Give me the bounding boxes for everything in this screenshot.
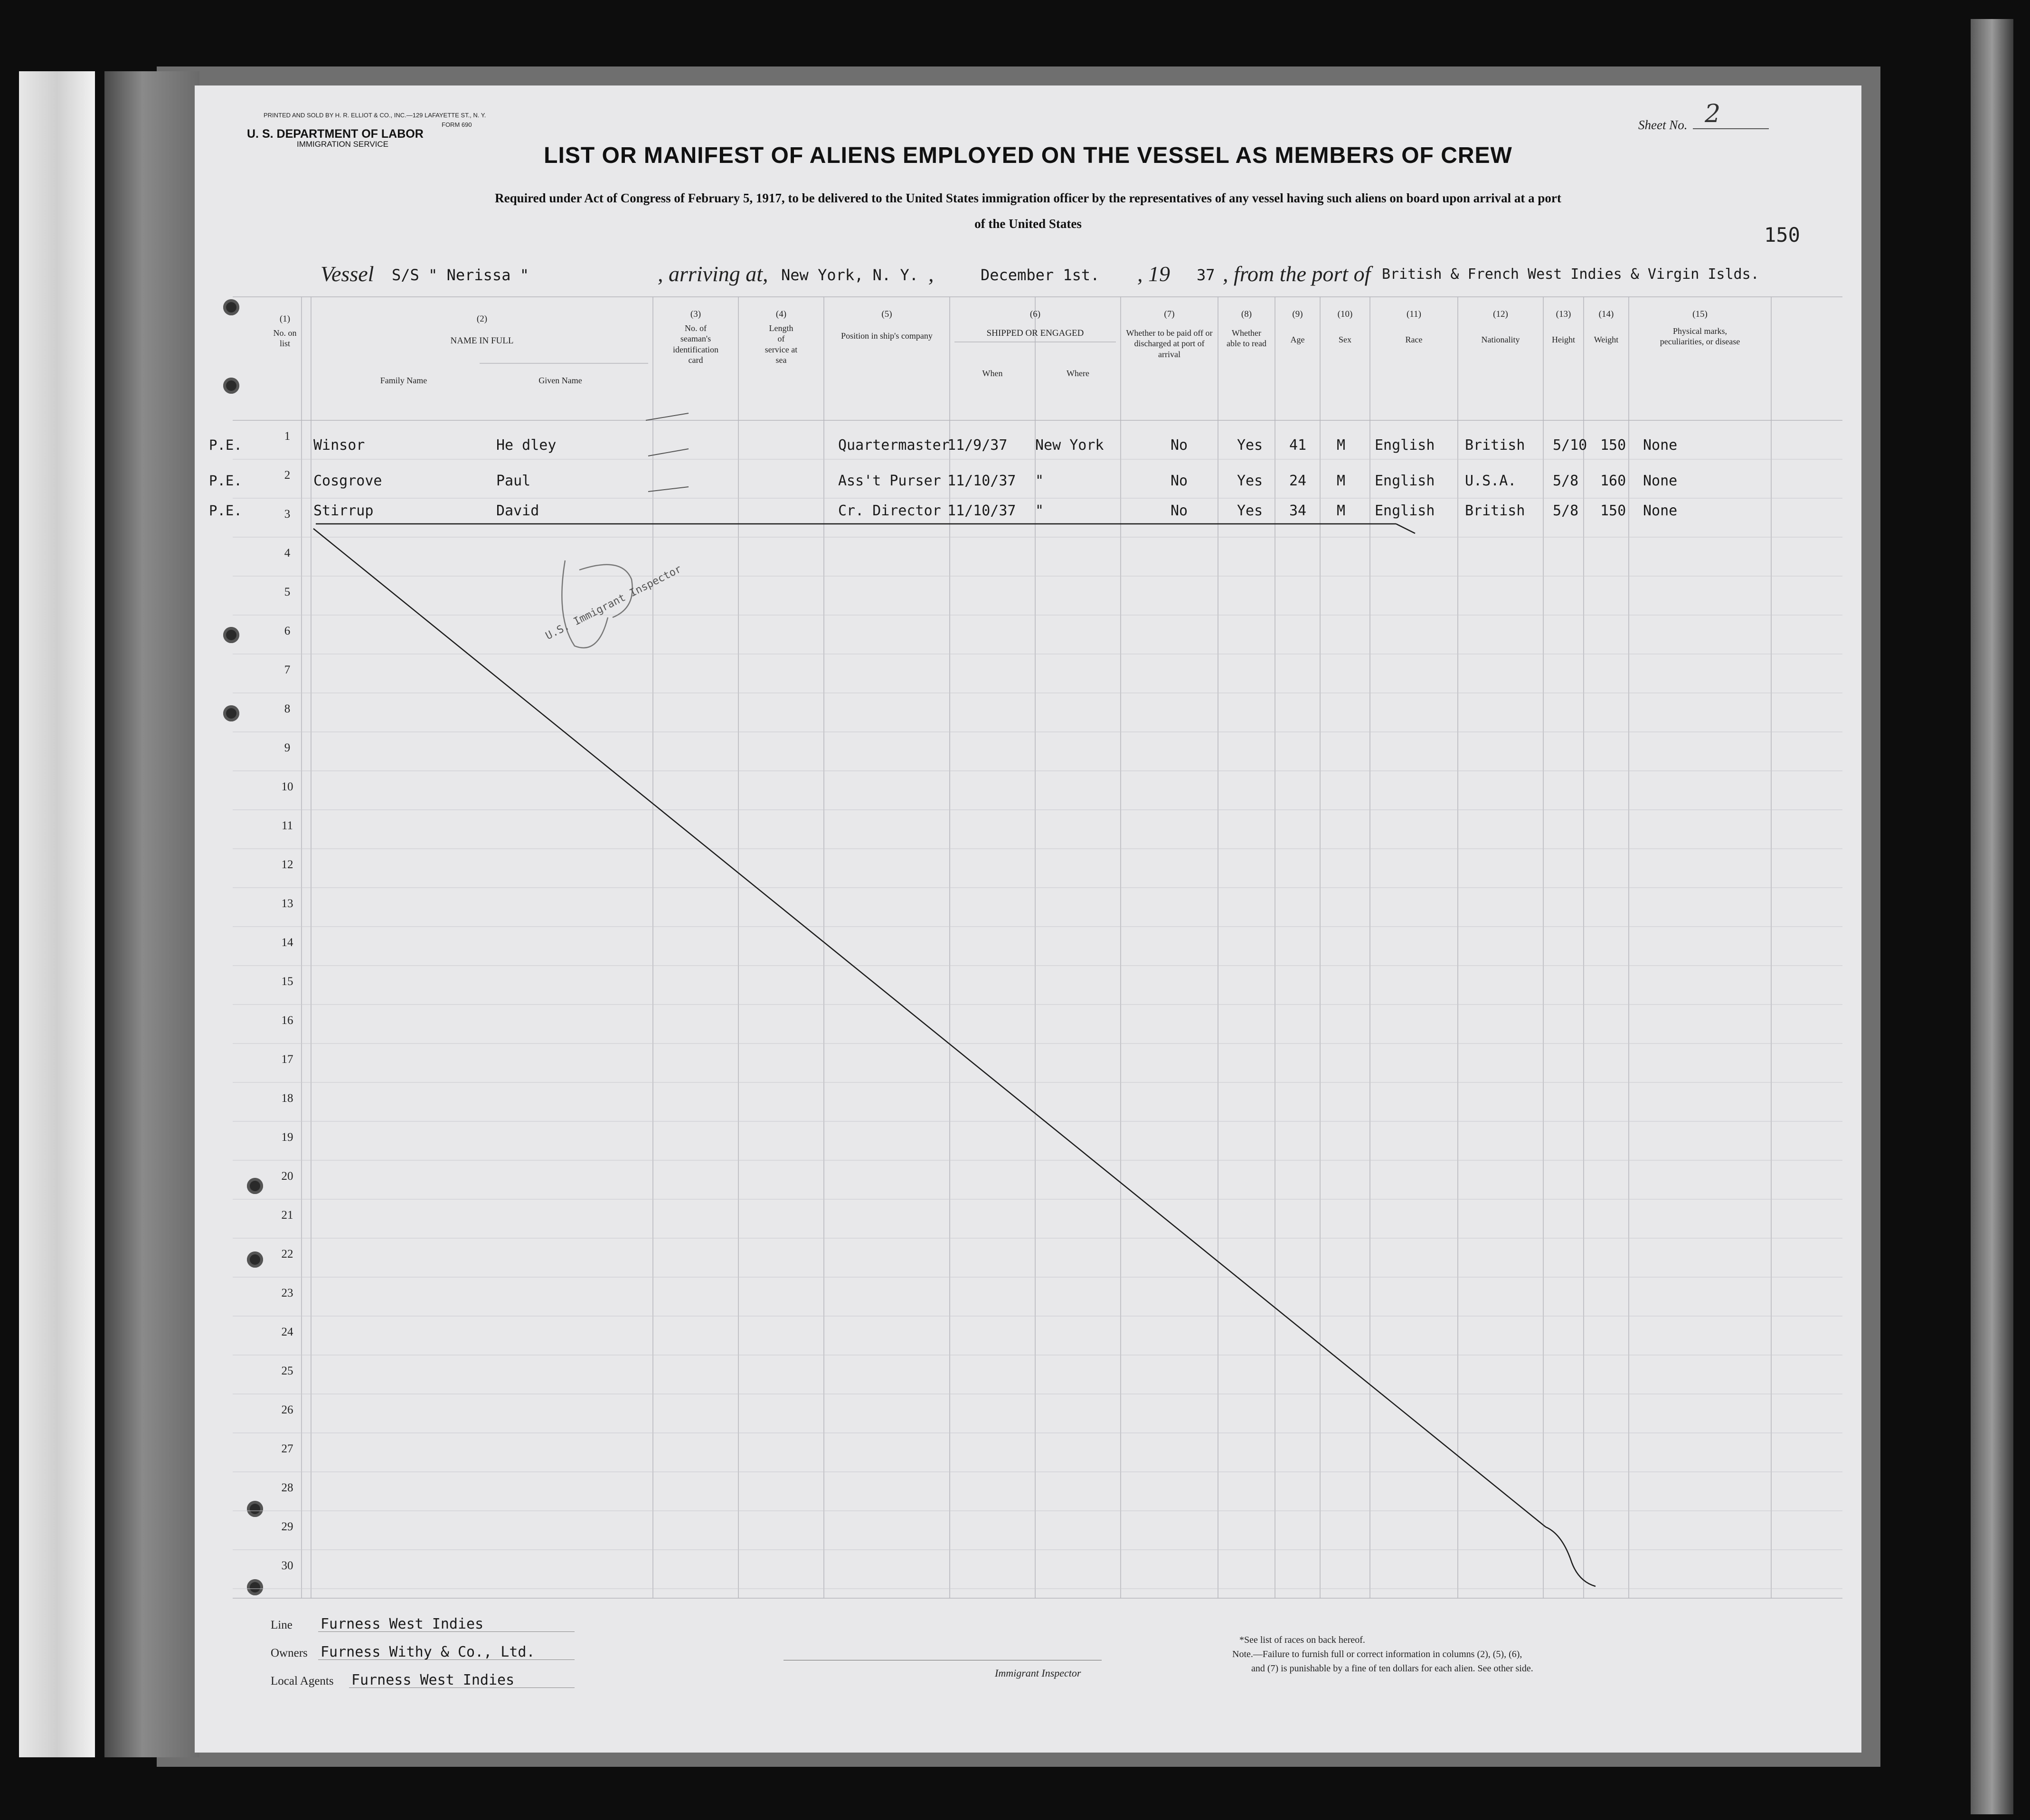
row-number: 11	[281, 819, 293, 832]
row-mark: P.E.	[209, 437, 242, 453]
sheet-label: Sheet No.	[1638, 118, 1688, 132]
weight: 150	[1600, 502, 1626, 519]
col6-header	[950, 309, 1121, 339]
line-underline	[318, 1631, 575, 1632]
row-number: 23	[281, 1287, 293, 1299]
col7-num: (7)	[1164, 309, 1175, 319]
service-name: IMMIGRATION SERVICE	[297, 140, 389, 149]
age: 24	[1289, 473, 1307, 489]
inspector-label: Immigrant Inspector	[995, 1667, 1081, 1679]
printer-credit: PRINTED AND SOLD BY H. R. ELLIOT & CO., INC.—129 LAFAYETTE ST., N. Y.	[264, 112, 486, 119]
vessel-name: S/S " Nerissa "	[392, 266, 529, 284]
arrival-port: New York, N. Y.	[781, 266, 918, 284]
row-number: 3	[284, 508, 291, 521]
given-name: David	[496, 502, 539, 519]
row-number: 1	[284, 430, 291, 443]
col12-header	[1458, 309, 1543, 345]
row-number: 7	[284, 664, 291, 676]
sex: M	[1337, 473, 1346, 489]
row-number: 17	[281, 1053, 293, 1066]
vessel-label: Vessel	[321, 262, 374, 286]
col4-header	[738, 309, 824, 366]
col7-label: Whether to be paid off or discharged at port of arrival	[1126, 328, 1213, 359]
binder-spine	[1971, 19, 2013, 1814]
col13-header	[1543, 309, 1584, 345]
row-mark: P.E.	[209, 502, 242, 519]
owners-label: Owners	[271, 1647, 308, 1659]
form-title: LIST OR MANIFEST OF ALIENS EMPLOYED ON THE VESSEL AS MEMBERS OF CREW	[544, 143, 1512, 168]
stamp-number: 150	[1764, 223, 1800, 246]
col5-num: (5)	[881, 309, 892, 319]
col1-num: (1)	[279, 314, 291, 324]
height: 5/8	[1553, 473, 1579, 489]
agents-value: Furness West Indies	[351, 1672, 515, 1688]
col1-label: No. on list	[273, 328, 297, 349]
physical-marks: None	[1643, 437, 1678, 454]
col3-header	[653, 309, 738, 366]
col14-num: (14)	[1598, 309, 1614, 319]
agents-label: Local Agents	[271, 1675, 334, 1687]
col15-header	[1629, 309, 1771, 347]
row-mark: P.E.	[209, 473, 242, 489]
position: Ass't Purser	[838, 473, 941, 489]
row-number: 28	[281, 1481, 293, 1494]
from-port-label: , from the port of	[1223, 262, 1371, 286]
col12-label: Nationality	[1481, 334, 1520, 344]
arrival-date: December 1st.	[981, 266, 1100, 284]
height: 5/8	[1553, 502, 1579, 519]
row-number: 8	[284, 702, 291, 715]
col5-label: Position in ship's company	[841, 331, 933, 341]
col9-header	[1275, 309, 1320, 345]
paid-off: No	[1171, 502, 1188, 519]
shipped-when: 11/10/37	[947, 473, 1016, 489]
race: English	[1375, 473, 1435, 489]
position: Cr. Director	[838, 502, 941, 519]
binder-strip	[104, 71, 199, 1757]
age: 41	[1289, 437, 1307, 454]
shipped-when: 11/9/37	[947, 437, 1008, 454]
race: English	[1375, 502, 1435, 519]
col5-header	[824, 309, 950, 341]
manifest-page	[195, 85, 1861, 1753]
col8-label: Whether able to read	[1227, 328, 1266, 349]
shipped-where: New York	[1035, 437, 1104, 454]
col10-num: (10)	[1337, 309, 1353, 319]
nationality: U.S.A.	[1465, 473, 1517, 489]
sheet-number: 2	[1705, 100, 1721, 128]
row-number: 18	[281, 1092, 293, 1105]
col1-header	[266, 313, 304, 349]
weight: 150	[1600, 437, 1626, 454]
col2-num: (2)	[476, 314, 488, 324]
col8-num: (8)	[1241, 309, 1252, 319]
row-number: 4	[284, 547, 291, 559]
form-subtitle-line-2: of the United States	[974, 217, 1082, 231]
agents-underline	[349, 1687, 575, 1688]
col7-header	[1121, 309, 1218, 360]
physical-marks: None	[1643, 502, 1678, 519]
sex: M	[1337, 437, 1346, 454]
row-number: 25	[281, 1365, 293, 1377]
given-name: He dley	[496, 437, 557, 454]
row-number: 2	[284, 469, 291, 482]
col14-label: Weight	[1594, 334, 1619, 344]
row-number: 14	[281, 936, 293, 949]
col10-label: Sex	[1339, 334, 1351, 344]
sex: M	[1337, 502, 1346, 519]
col2-given-label: Given Name	[538, 376, 582, 385]
row-number: 16	[281, 1014, 293, 1027]
col13-num: (13)	[1556, 309, 1571, 319]
row-number: 24	[281, 1326, 293, 1338]
col11-label: Race	[1405, 334, 1423, 344]
given-name: Paul	[496, 473, 531, 489]
col2-header	[311, 313, 653, 347]
col6-label: SHIPPED OR ENGAGED	[986, 328, 1084, 338]
col2-family-label: Family Name	[380, 376, 427, 385]
col10-header	[1320, 309, 1370, 345]
row-number: 27	[281, 1442, 293, 1455]
adjacent-page-edge	[19, 71, 95, 1757]
col6-num: (6)	[1029, 309, 1041, 319]
owners-underline	[318, 1659, 575, 1660]
col6-where-label: Where	[1067, 369, 1089, 378]
col11-header	[1370, 309, 1458, 345]
form-number: FORM 690	[442, 121, 472, 128]
race: English	[1375, 437, 1435, 454]
row-number: 6	[284, 625, 291, 637]
col14-header	[1584, 309, 1629, 345]
row-number: 22	[281, 1248, 293, 1261]
row-number: 5	[284, 586, 291, 598]
arrival-year: 37	[1197, 266, 1215, 284]
row-number: 20	[281, 1170, 293, 1183]
position: Quartermaster	[838, 437, 950, 454]
shipped-where: "	[1035, 502, 1044, 519]
paid-off: No	[1171, 473, 1188, 489]
col3-num: (3)	[690, 309, 701, 319]
col12-num: (12)	[1493, 309, 1508, 319]
able-to-read: Yes	[1237, 502, 1263, 519]
line-value: Furness West Indies	[321, 1616, 484, 1632]
row-number: 13	[281, 897, 293, 910]
col15-label: Physical marks, peculiarities, or disease	[1660, 326, 1740, 347]
row-number: 26	[281, 1403, 293, 1416]
row-number: 29	[281, 1520, 293, 1533]
able-to-read: Yes	[1237, 437, 1263, 454]
col13-label: Height	[1552, 334, 1575, 344]
arriving-label: , arriving at,	[658, 262, 768, 286]
col4-num: (4)	[775, 309, 787, 319]
col3-label: No. of seaman's identification card	[673, 323, 718, 365]
row-number: 15	[281, 975, 293, 988]
row-number: 12	[281, 858, 293, 871]
nationality: British	[1465, 437, 1525, 454]
col9-label: Age	[1290, 334, 1305, 344]
able-to-read: Yes	[1237, 473, 1263, 489]
family-name: Winsor	[313, 437, 365, 454]
row-number: 19	[281, 1131, 293, 1144]
row-number: 9	[284, 741, 291, 754]
family-name: Cosgrove	[313, 473, 382, 489]
form-subtitle-line-1: Required under Act of Congress of February 5, 1917, to be delivered to the United States immigration officer by the representatives of any vessel having such aliens on board upon arrival at a port	[495, 191, 1561, 205]
col15-num: (15)	[1692, 309, 1708, 319]
paid-off: No	[1171, 437, 1188, 454]
row-number: 30	[281, 1559, 293, 1572]
departure-port: British & French West Indies & Virgin Islds.	[1382, 266, 1759, 283]
row-number: 21	[281, 1209, 293, 1222]
physical-marks: None	[1643, 473, 1678, 489]
year-label: , 19	[1137, 262, 1170, 286]
shipped-where: "	[1035, 473, 1044, 489]
races-note: *See list of races on back hereof.	[1239, 1635, 1365, 1645]
family-name: Stirrup	[313, 502, 374, 519]
weight: 160	[1600, 473, 1626, 489]
inspector-stamp: U.S. Immigrant Inspector	[544, 563, 684, 643]
col11-num: (11)	[1407, 309, 1421, 319]
col9-num: (9)	[1292, 309, 1303, 319]
shipped-when: 11/10/37	[947, 502, 1016, 519]
penalty-note-1: Note.—Failure to furnish full or correct information in columns (2), (5), (6),	[1232, 1649, 1522, 1659]
nationality: British	[1465, 502, 1525, 519]
arrival-sep: ,	[928, 262, 934, 286]
row-number: 10	[281, 780, 293, 793]
height: 5/10	[1553, 437, 1587, 454]
col8-header	[1218, 309, 1275, 349]
penalty-note-2: and (7) is punishable by a fine of ten dollars for each alien. See other side.	[1251, 1663, 1533, 1674]
department-name: U. S. DEPARTMENT OF LABOR	[247, 127, 424, 141]
col4-label: Length of service at sea	[765, 323, 798, 365]
age: 34	[1289, 502, 1307, 519]
line-label: Line	[271, 1619, 293, 1631]
col6-when-label: When	[982, 369, 1003, 378]
col2-label: NAME IN FULL	[450, 335, 514, 346]
owners-value: Furness Withy & Co., Ltd.	[321, 1644, 535, 1660]
